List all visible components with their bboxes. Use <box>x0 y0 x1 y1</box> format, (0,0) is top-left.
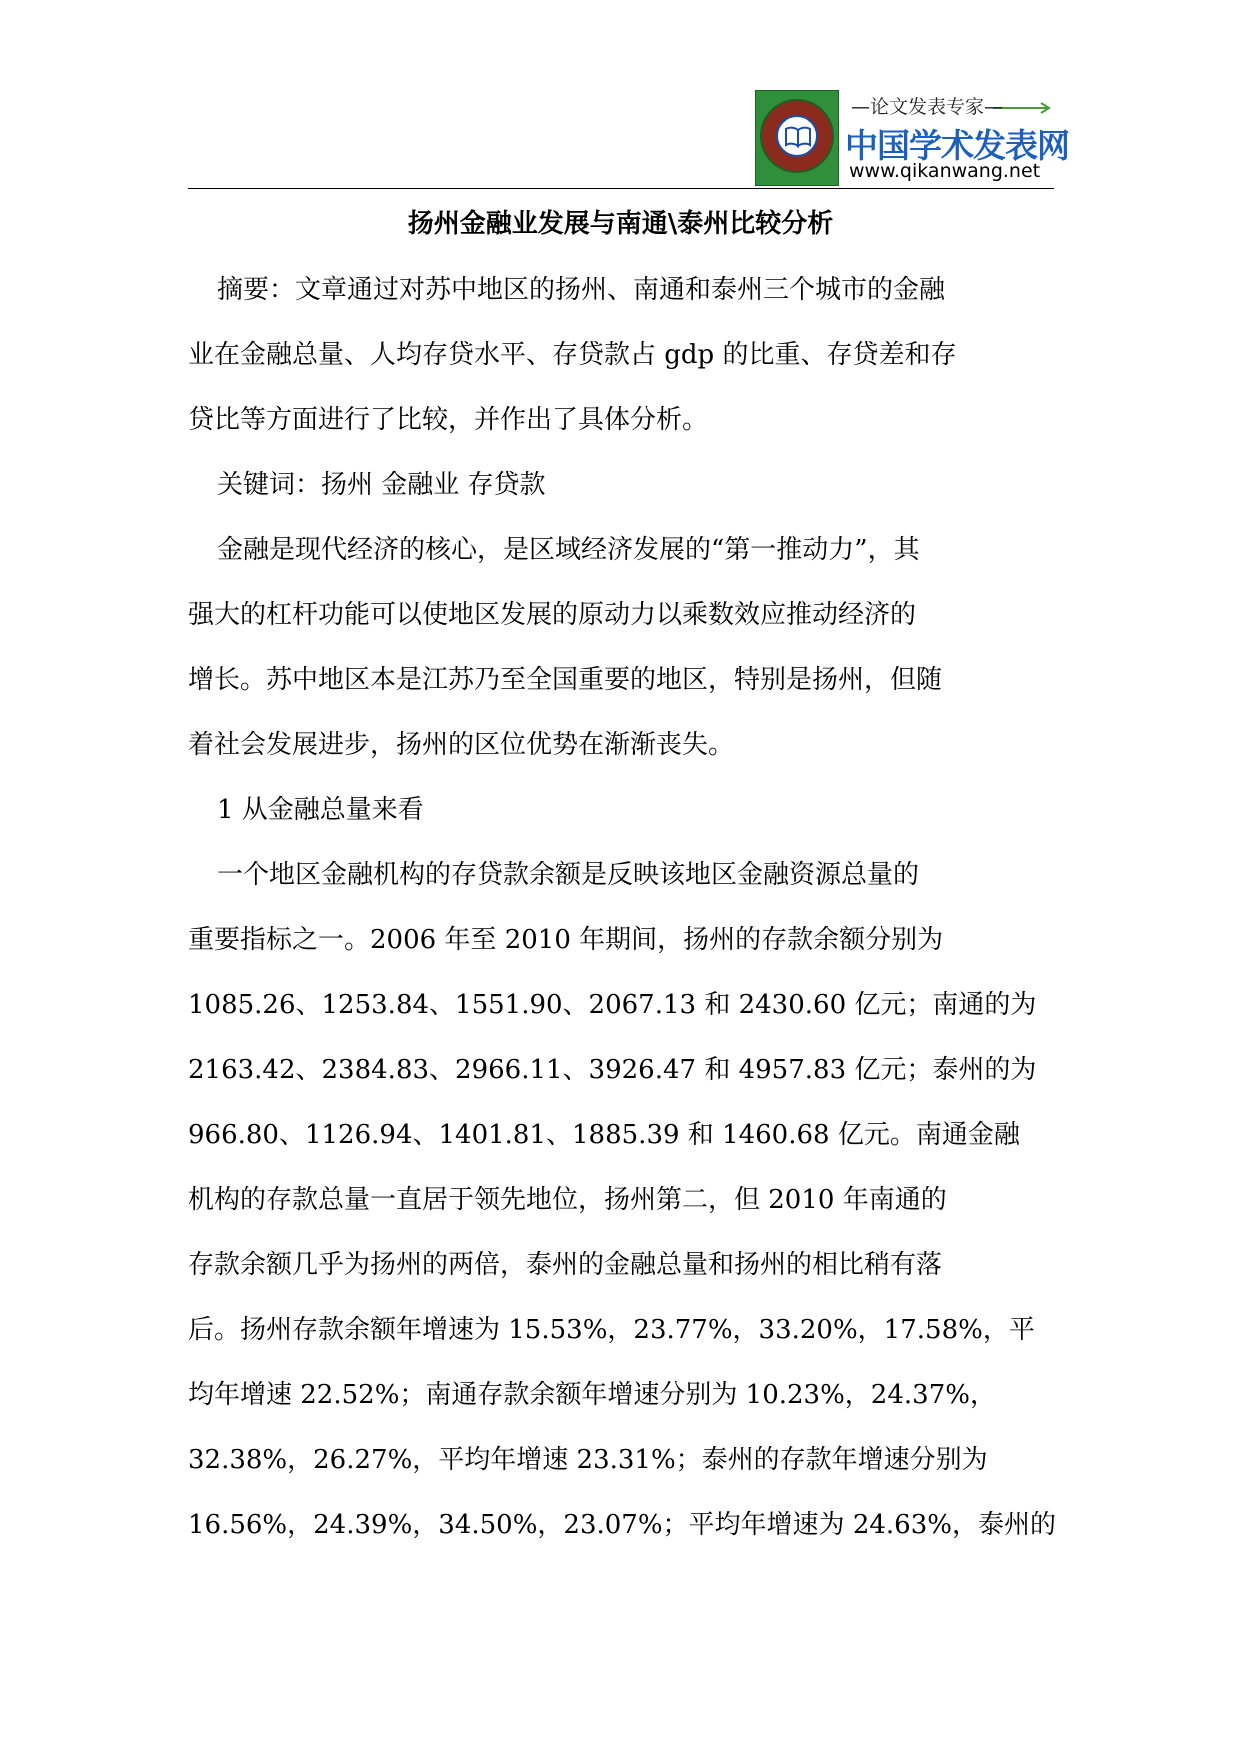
keywords-line: 关键词：扬州 金融业 存贷款 <box>217 470 546 500</box>
logo-tagline: —论文发表专家— <box>851 96 1004 118</box>
header-divider <box>188 188 1054 189</box>
logo-text-block <box>843 88 1069 186</box>
paragraph-line: 机构的存款总量一直居于领先地位，扬州第二，但 2010 年南通的 <box>188 1185 947 1215</box>
paragraph-line: 增长。苏中地区本是江苏乃至全国重要的地区，特别是扬州，但随 <box>188 665 943 695</box>
paragraph-line: 32.38%，26.27%，平均年增速 23.31%；泰州的存款年增速分别为 <box>188 1445 988 1475</box>
paragraph-line: 后。扬州存款余额年增速为 15.53%，23.77%，33.20%，17.58%，平 <box>188 1315 1035 1345</box>
abstract-line: 业在金融总量、人均存贷水平、存贷款占 gdp 的比重、存贷差和存 <box>188 340 957 370</box>
paragraph-line: 1085.26、1253.84、1551.90、2067.13 和 2430.60 亿元；南通的为 <box>188 990 1037 1020</box>
paragraph-line: 16.56%，24.39%，34.50%，23.07%；平均年增速为 24.63%，泰州的 <box>188 1510 1056 1540</box>
abstract-line: 贷比等方面进行了比较，并作出了具体分析。 <box>188 405 709 435</box>
site-logo <box>753 88 1069 186</box>
paragraph-line: 着社会发展进步，扬州的区位优势在渐渐丧失。 <box>188 730 735 760</box>
seal-inner <box>776 115 818 157</box>
paragraph-line: 金融是现代经济的核心，是区域经济发展的“第一推动力”，其 <box>217 535 920 565</box>
abstract-line: 摘要：文章通过对苏中地区的扬州、南通和泰州三个城市的金融 <box>217 275 946 305</box>
logo-url: www.qikanwang.net <box>849 160 1041 182</box>
document-body <box>188 258 1058 1558</box>
paragraph-line: 一个地区金融机构的存贷款余额是反映该地区金融资源总量的 <box>217 860 920 890</box>
section-heading: 1 从金融总量来看 <box>217 795 424 825</box>
paragraph-line: 2163.42、2384.83、2966.11、3926.47 和 4957.83 亿元；泰州的为 <box>188 1055 1037 1085</box>
logo-seal <box>755 90 839 186</box>
paragraph-line: 重要指标之一。2006 年至 2010 年期间，扬州的存款余额分别为 <box>188 925 944 955</box>
logo-brand: 中国学术发表网 <box>845 126 1069 165</box>
paragraph-line: 存款余额几乎为扬州的两倍，泰州的金融总量和扬州的相比稍有落 <box>188 1250 943 1280</box>
document-title: 扬州金融业发展与南通\泰州比较分析 <box>407 209 834 239</box>
book-icon <box>784 126 812 148</box>
paragraph-line: 均年增速 22.52%；南通存款余额年增速分别为 10.23%，24.37%， <box>188 1380 996 1410</box>
paragraph-line: 强大的杠杆功能可以使地区发展的原动力以乘数效应推动经济的 <box>188 600 917 630</box>
paragraph-line: 966.80、1126.94、1401.81、1885.39 和 1460.68 亿元。南通金融 <box>188 1120 1020 1150</box>
seal-ring <box>760 99 834 173</box>
